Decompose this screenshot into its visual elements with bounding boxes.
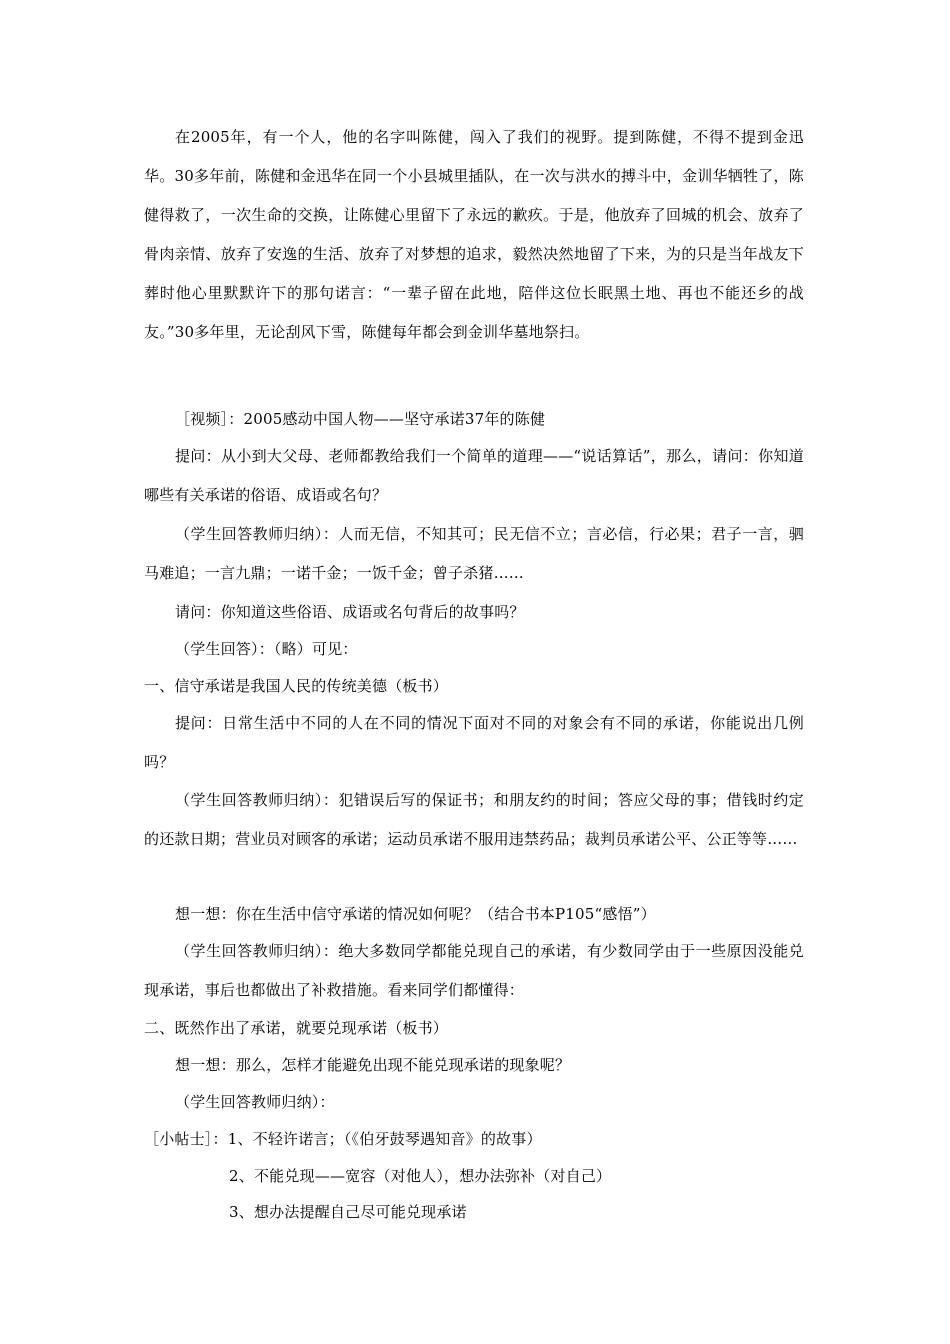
- paragraph-student-answer-summary: （学生回答教师归纳）：: [175, 1093, 335, 1111]
- paragraph-student-answer-omitted: （学生回答）：（略）可见：: [175, 640, 358, 658]
- paragraph-question-examples: 提问：日常生活中不同的人在不同的情况下面对不同的对象会有不同的承诺，你能说出几例吗？: [144, 714, 804, 771]
- paragraph-think-avoid: 想一想：那么，怎样才能避免出现不能兑现承诺的现象呢？: [175, 1056, 571, 1074]
- paragraph-question-proverbs: 提问：从小到大父母、老师都教给我们一个简单的道理——“说话算话”，那么，请问：你知道哪些有关承诺的俗语、成语或名句？: [144, 447, 804, 504]
- paragraph-video: ［视频］：2005感动中国人物——坚守承诺37年的陈健: [175, 410, 546, 428]
- paragraph-student-answer-keeping: （学生回答教师归纳）：绝大多数同学都能兑现自己的承诺，有少数同学由于一些原因没能兑现承诺，事后也都做出了补救措施。看来同学们都懂得：: [144, 942, 804, 999]
- paragraph-question-stories: 请问：你知道这些俗语、成语或名句背后的故事吗？: [175, 603, 525, 621]
- paragraph-think-keeping-promises: 想一想：你在生活中信守承诺的情况如何呢？（结合书本P105“感悟”）: [175, 905, 656, 923]
- paragraph-student-answer-examples: （学生回答教师归纳）：犯错误后写的保证书；和朋友约的时间；答应父母的事；借钱时约定的还款日期；营业员对顾客的承诺；运动员承诺不服用违禁药品；裁判员承诺公平、公正等等……: [144, 791, 804, 848]
- paragraph-chen-jian-story: 在2005年，有一个人，他的名字叫陈健，闯入了我们的视野。提到陈健，不得不提到金迅华。30多年前，陈健和金迅华在同一个小县城里插队，在一次与洪水的搏斗中，金训华牺牲了，陈健得救了，一次生命的交换，让陈健心里留下了永远的歉疚。于是，他放弃了回城的机会、放弃了骨肉亲情、放弃了安逸的生活、放弃了对梦想的追求，毅然决然地留了下来，为的只是当年战友下葬时他心里默默许下的那句诺言：“一辈子留在此地，陪伴这位长眠黑土地、再也不能还乡的战友。”30多年里，无论刮风下雪，陈健每年都会到金训华墓地祭扫。: [144, 128, 804, 341]
- heading-section-two: 二、既然作出了承诺，就要兑现承诺（板书）: [144, 1019, 449, 1037]
- paragraph-student-answer-proverbs: （学生回答教师归纳）：人而无信，不知其可；民无信不立；言必信，行必果；君子一言，驷马难追；一言九鼎；一诺千金；一饭千金；曾子杀猪……: [144, 525, 804, 582]
- tip-item-2: 2、不能兑现——宽容（对他人），想办法弥补（对自己）: [229, 1167, 612, 1185]
- tip-item-3: 3、想办法提醒自己尽可能兑现承诺: [229, 1203, 467, 1221]
- tip-item-1: ［小帖士］：1、不轻许诺言；（《伯牙鼓琴遇知音》的故事）: [144, 1130, 542, 1148]
- heading-section-one: 一、信守承诺是我国人民的传统美德（板书）: [144, 677, 449, 695]
